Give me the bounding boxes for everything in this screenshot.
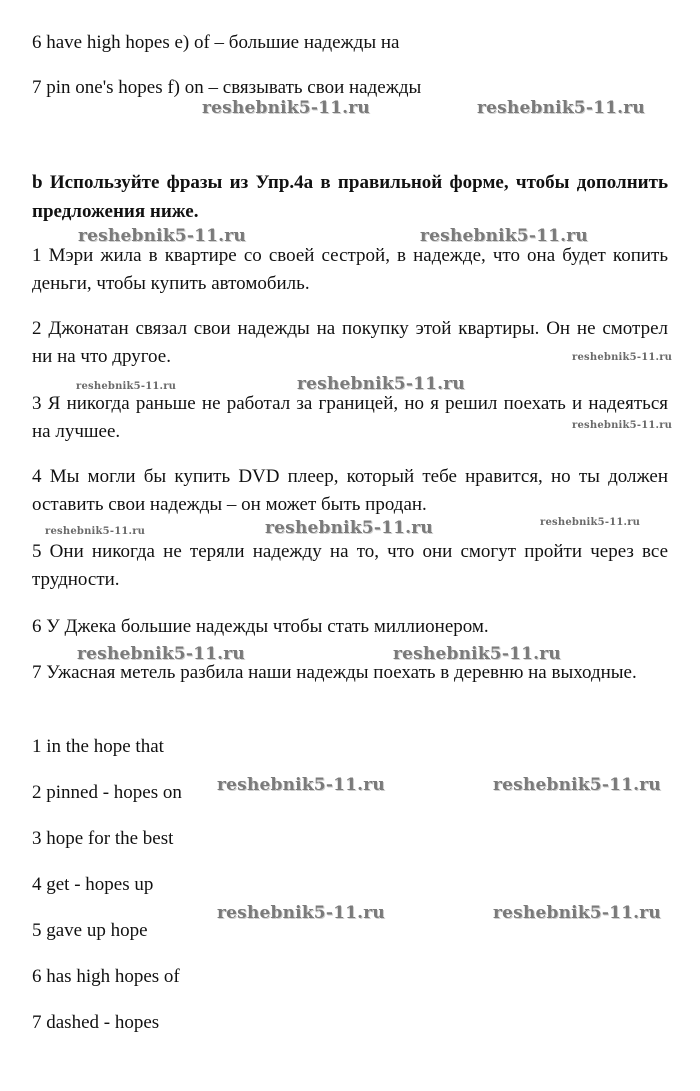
answer-7: 7 dashed - hopes [32, 1012, 160, 1033]
watermark: reshebnik5-11.ru [217, 775, 385, 795]
watermark: reshebnik5-11.ru [572, 420, 673, 431]
answer-5: 5 gave up hope [32, 920, 148, 941]
watermark: reshebnik5-11.ru [420, 226, 588, 246]
sentence-5: 5 Они никогда не теряли надежду на то, что они смогут пройти через все трудности. [32, 541, 668, 590]
sentence-7: 7 Ужасная метель разбила наши надежды поехать в деревню на выходные. [32, 662, 637, 683]
sentence-1: 1 Мэри жила в квартире со своей сестрой, в надежде, что она будет копить деньги, чтобы купить автомобиль. [32, 245, 668, 294]
sentence-4: 4 Мы могли бы купить DVD плеер, который тебе нравится, но ты должен оставить свои надежды – он может быть продан. [32, 466, 668, 515]
answer-4: 4 get - hopes up [32, 874, 154, 895]
answer-3: 3 hope for the best [32, 828, 174, 849]
answer-6: 6 has high hopes of [32, 966, 180, 987]
watermark: reshebnik5-11.ru [540, 517, 641, 528]
watermark: reshebnik5-11.ru [393, 644, 561, 664]
answer-1: 1 in the hope that [32, 736, 164, 757]
watermark: reshebnik5-11.ru [202, 98, 370, 118]
watermark: reshebnik5-11.ru [45, 526, 146, 537]
watermark: reshebnik5-11.ru [78, 226, 246, 246]
watermark: reshebnik5-11.ru [477, 98, 645, 118]
watermark: reshebnik5-11.ru [572, 352, 673, 363]
sentence-3: 3 Я никогда раньше не работал за границей, но я решил поехать и надеяться на лучшее. [32, 393, 668, 442]
watermark: reshebnik5-11.ru [76, 381, 177, 392]
phrase-line-6: 6 have high hopes e) of – большие надежды на [32, 32, 400, 53]
watermark: reshebnik5-11.ru [493, 903, 661, 923]
watermark: reshebnik5-11.ru [217, 903, 385, 923]
task-heading: b Используйте фразы из Упр.4a в правильной форме, чтобы дополнить предложения ниже. [32, 172, 668, 222]
phrase-line-7: 7 pin one's hopes f) on – связывать свои надежды [32, 77, 422, 98]
answer-2: 2 pinned - hopes on [32, 782, 182, 803]
sentence-6: 6 У Джека большие надежды чтобы стать миллионером. [32, 616, 489, 637]
watermark: reshebnik5-11.ru [265, 518, 433, 538]
watermark: reshebnik5-11.ru [493, 775, 661, 795]
watermark: reshebnik5-11.ru [77, 644, 245, 664]
watermark: reshebnik5-11.ru [297, 374, 465, 394]
sentence-2: 2 Джонатан связал свои надежды на покупку этой квартиры. Он не смотрел ни на что другое. [32, 318, 668, 367]
